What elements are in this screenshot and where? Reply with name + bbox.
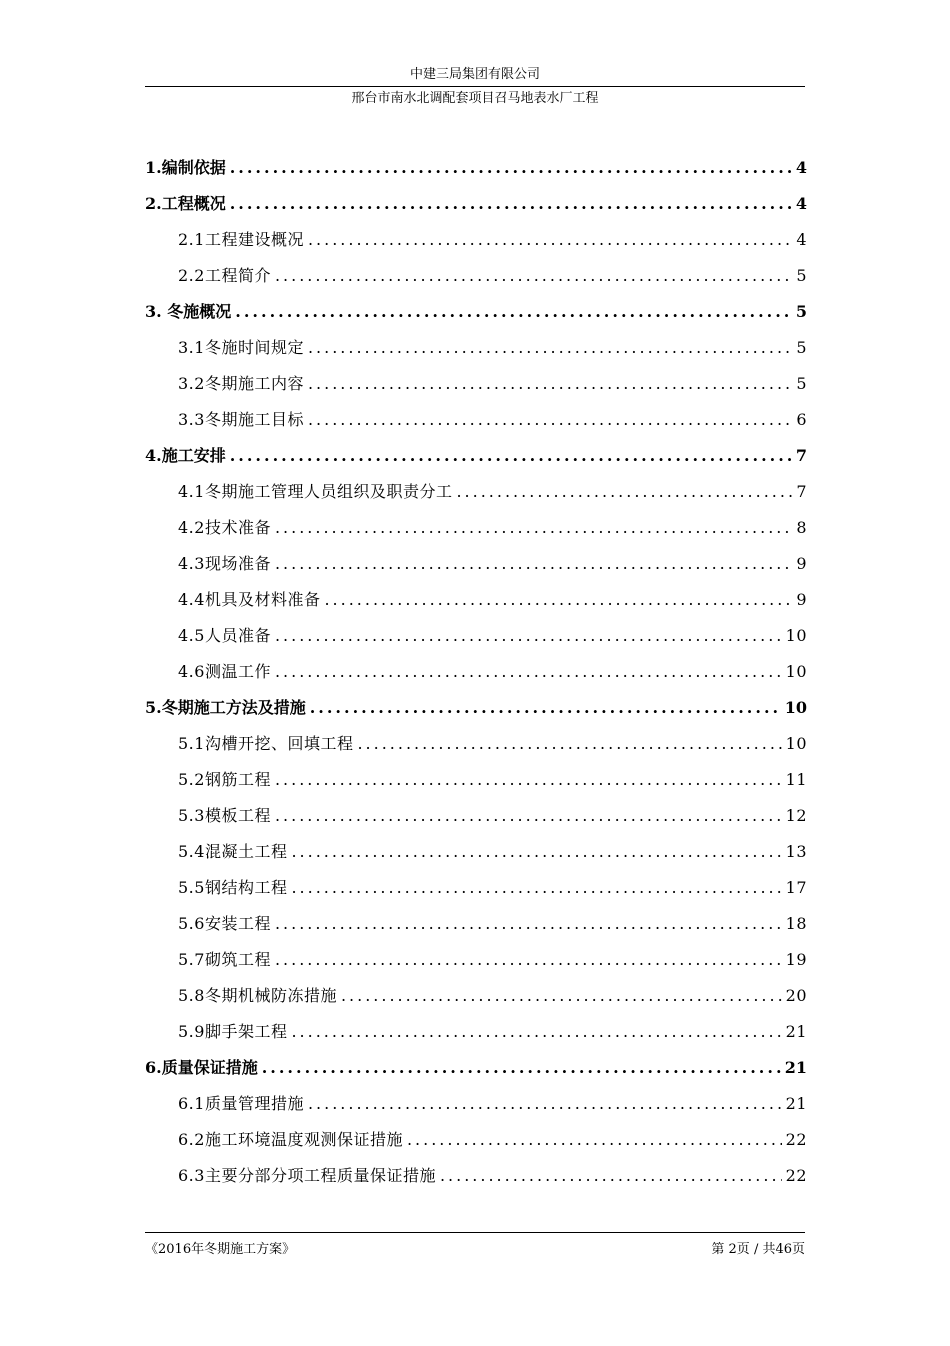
toc-entry-subsection[interactable]	[145, 942, 807, 978]
toc-entry-page: 19	[785, 950, 807, 969]
toc-dot-leader	[407, 1122, 782, 1158]
toc-entry-subsection[interactable]	[145, 258, 807, 294]
toc-entry-subsection[interactable]	[145, 474, 807, 510]
toc-dot-leader	[230, 150, 792, 186]
toc-entry-section[interactable]	[145, 1050, 807, 1086]
toc-entry-title: 3.3冬期施工目标	[178, 410, 304, 429]
toc-entry-page: 5	[796, 266, 807, 285]
toc-entry-subsection[interactable]	[145, 870, 807, 906]
toc-dot-leader	[308, 222, 792, 258]
toc-entry-section[interactable]	[145, 438, 807, 474]
header-project: 邢台市南水北调配套项目召马地表水厂工程	[351, 91, 599, 106]
toc-entry-title: 5.3模板工程	[178, 806, 271, 825]
toc-entry-page: 10	[784, 698, 807, 717]
toc-entry-subsection[interactable]	[145, 510, 807, 546]
toc-entry-page: 6	[796, 410, 807, 429]
toc-entry-title: 5.7砌筑工程	[178, 950, 271, 969]
toc-entry-title: 4.1冬期施工管理人员组织及职责分工	[178, 482, 453, 501]
toc-dot-leader	[440, 1158, 782, 1194]
toc-entry-title: 4.5人员准备	[178, 626, 271, 645]
footer-page-info: 第 2页 / 共46页	[711, 1242, 805, 1257]
toc-entry-title: 5.冬期施工方法及措施	[145, 698, 306, 717]
page-header	[145, 66, 805, 108]
toc-entry-title: 6.1质量管理措施	[178, 1094, 304, 1113]
toc-entry-subsection[interactable]	[145, 726, 807, 762]
toc-entry-title: 4.3现场准备	[178, 554, 271, 573]
toc-entry-subsection[interactable]	[145, 330, 807, 366]
toc-entry-page: 7	[795, 446, 807, 465]
toc-dot-leader	[262, 1050, 781, 1086]
toc-entry-subsection[interactable]	[145, 906, 807, 942]
toc-entry-section[interactable]	[145, 186, 807, 222]
table-of-contents	[145, 150, 807, 1194]
toc-entry-title: 5.9脚手架工程	[178, 1022, 288, 1041]
toc-entry-subsection[interactable]	[145, 1122, 807, 1158]
toc-entry-page: 5	[796, 374, 807, 393]
toc-entry-subsection[interactable]	[145, 222, 807, 258]
toc-entry-page: 4	[795, 158, 807, 177]
toc-dot-leader	[341, 978, 782, 1014]
toc-entry-page: 7	[796, 482, 807, 501]
toc-entry-title: 4.2技术准备	[178, 518, 271, 537]
toc-dot-leader	[308, 330, 792, 366]
toc-entry-title: 4.施工安排	[145, 446, 226, 465]
toc-entry-page: 11	[785, 770, 807, 789]
toc-entry-subsection[interactable]	[145, 762, 807, 798]
toc-dot-leader	[275, 762, 782, 798]
toc-entry-page: 4	[795, 194, 807, 213]
toc-entry-title: 3. 冬施概况	[145, 302, 232, 321]
toc-dot-leader	[308, 1086, 782, 1122]
page-footer	[145, 1232, 805, 1259]
toc-entry-page: 22	[785, 1130, 807, 1149]
toc-entry-subsection[interactable]	[145, 798, 807, 834]
toc-entry-subsection[interactable]	[145, 582, 807, 618]
toc-entry-title: 5.5钢结构工程	[178, 878, 288, 897]
toc-dot-leader	[456, 474, 792, 510]
footer-doc-title: 《2016年冬期施工方案》	[145, 1242, 296, 1257]
toc-entry-page: 20	[785, 986, 807, 1005]
toc-entry-page: 9	[796, 554, 807, 573]
toc-dot-leader	[275, 654, 782, 690]
toc-dot-leader	[275, 258, 792, 294]
footer-divider	[145, 1232, 805, 1233]
toc-entry-page: 17	[785, 878, 807, 897]
toc-dot-leader	[275, 906, 782, 942]
toc-dot-leader	[230, 438, 792, 474]
toc-entry-page: 10	[785, 662, 807, 681]
toc-dot-leader	[275, 510, 792, 546]
toc-entry-page: 4	[796, 230, 807, 249]
toc-entry-section[interactable]	[145, 690, 807, 726]
toc-entry-title: 6.2施工环境温度观测保证措施	[178, 1130, 403, 1149]
toc-entry-subsection[interactable]	[145, 654, 807, 690]
toc-entry-page: 21	[784, 1058, 807, 1077]
toc-entry-title: 4.6测温工作	[178, 662, 271, 681]
toc-entry-page: 10	[785, 734, 807, 753]
header-company: 中建三局集团有限公司	[409, 67, 540, 82]
toc-entry-section[interactable]	[145, 150, 807, 186]
toc-entry-title: 5.1沟槽开挖、回填工程	[178, 734, 354, 753]
toc-entry-page: 5	[796, 338, 807, 357]
toc-entry-title: 3.1冬施时间规定	[178, 338, 304, 357]
toc-entry-page: 22	[785, 1166, 807, 1185]
toc-entry-subsection[interactable]	[145, 402, 807, 438]
toc-entry-subsection[interactable]	[145, 978, 807, 1014]
toc-entry-title: 5.6安装工程	[178, 914, 271, 933]
toc-entry-subsection[interactable]	[145, 1158, 807, 1194]
toc-entry-subsection[interactable]	[145, 618, 807, 654]
toc-entry-page: 18	[785, 914, 807, 933]
toc-dot-leader	[310, 690, 781, 726]
toc-entry-subsection[interactable]	[145, 834, 807, 870]
toc-entry-title: 6.3主要分部分项工程质量保证措施	[178, 1166, 436, 1185]
toc-dot-leader	[308, 366, 792, 402]
toc-entry-page: 12	[785, 806, 807, 825]
toc-entry-subsection[interactable]	[145, 366, 807, 402]
toc-entry-subsection[interactable]	[145, 1014, 807, 1050]
toc-entry-page: 13	[785, 842, 807, 861]
toc-entry-subsection[interactable]	[145, 546, 807, 582]
toc-entry-page: 21	[785, 1094, 807, 1113]
toc-dot-leader	[275, 546, 792, 582]
toc-dot-leader	[357, 726, 781, 762]
toc-entry-page: 21	[785, 1022, 807, 1041]
toc-dot-leader	[291, 834, 781, 870]
toc-dot-leader	[275, 942, 782, 978]
toc-entry-title: 6.质量保证措施	[145, 1058, 258, 1077]
toc-dot-leader	[235, 294, 792, 330]
toc-entry-page: 9	[796, 590, 807, 609]
toc-entry-title: 1.编制依据	[145, 158, 226, 177]
toc-dot-leader	[291, 870, 781, 906]
header-divider	[145, 86, 805, 87]
toc-entry-title: 5.2钢筋工程	[178, 770, 271, 789]
toc-dot-leader	[291, 1014, 781, 1050]
toc-entry-section[interactable]	[145, 294, 807, 330]
toc-entry-page: 5	[795, 302, 807, 321]
toc-entry-title: 2.工程概况	[145, 194, 226, 213]
toc-entry-page: 8	[796, 518, 807, 537]
toc-entry-title: 4.4机具及材料准备	[178, 590, 321, 609]
toc-entry-title: 5.4混凝土工程	[178, 842, 288, 861]
toc-dot-leader	[308, 402, 792, 438]
toc-dot-leader	[275, 798, 782, 834]
toc-entry-title: 5.8冬期机械防冻措施	[178, 986, 337, 1005]
toc-entry-title: 3.2冬期施工内容	[178, 374, 304, 393]
toc-dot-leader	[230, 186, 792, 222]
toc-entry-title: 2.2工程简介	[178, 266, 271, 285]
toc-entry-title: 2.1工程建设概况	[178, 230, 304, 249]
toc-dot-leader	[324, 582, 792, 618]
toc-dot-leader	[275, 618, 782, 654]
toc-entry-subsection[interactable]	[145, 1086, 807, 1122]
toc-entry-page: 10	[785, 626, 807, 645]
